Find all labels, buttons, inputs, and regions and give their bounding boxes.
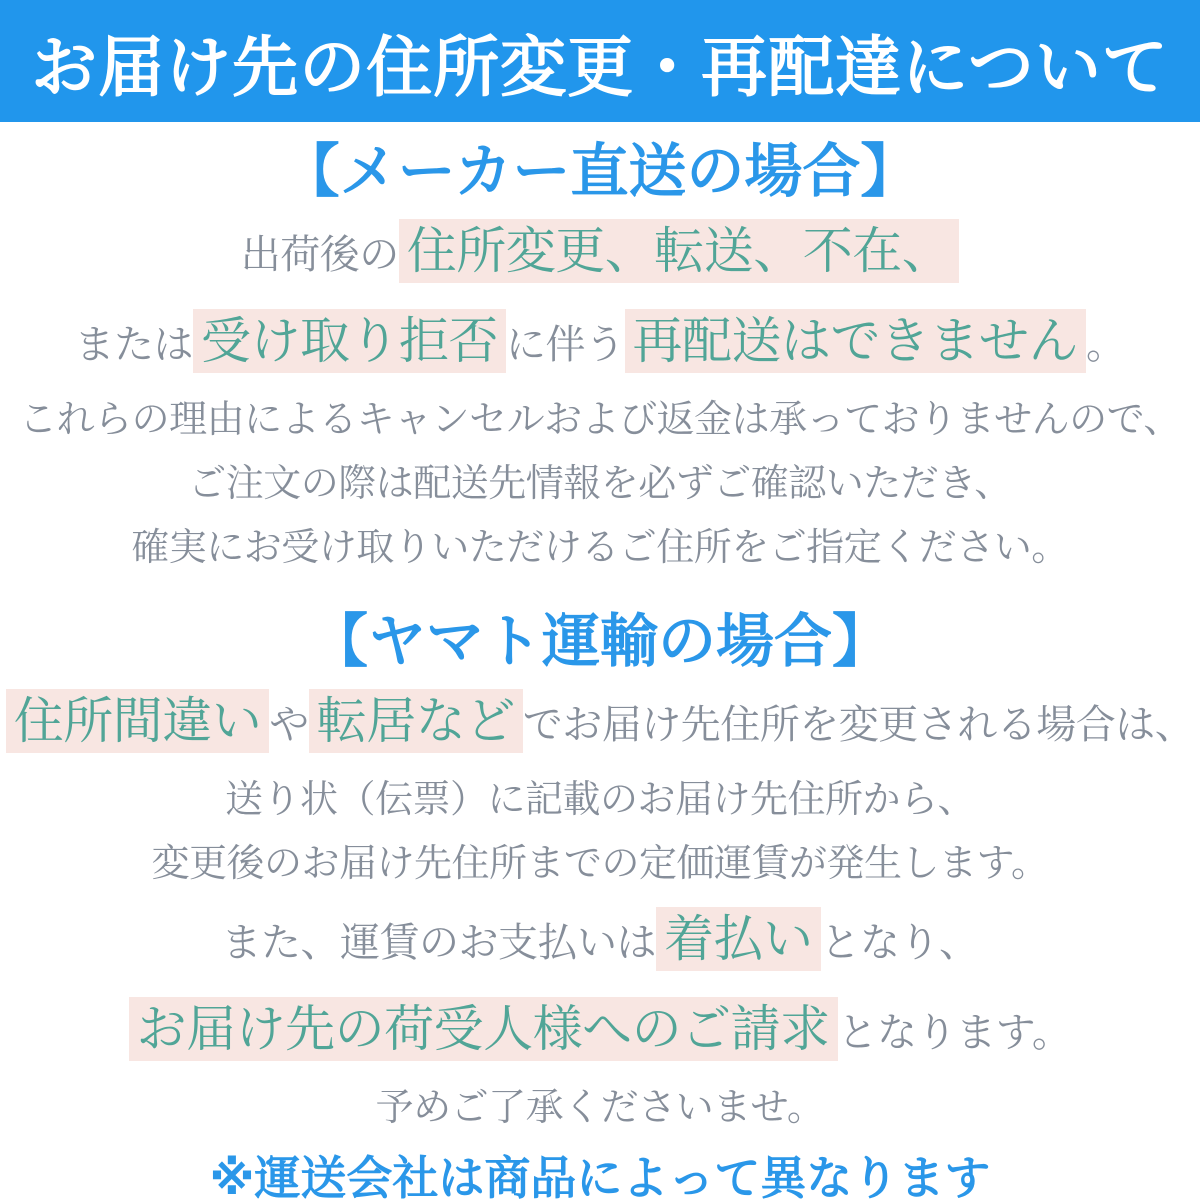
highlight-segment: 住所変更、転送、不在、 [399, 219, 960, 283]
text-segment: 出荷後の [240, 233, 399, 277]
highlight-segment: 着払い [656, 907, 821, 971]
text-segment: 【メーカー直送の場合】 [281, 139, 919, 204]
text-segment: ご注文の際は配送先情報を必ずご確認いただき、 [188, 463, 1012, 505]
text-segment: でお届け先住所を変更される場合は、 [522, 703, 1195, 747]
notice-line [188, 452, 1011, 516]
notice-title: お届け先の住所変更・再配達について [31, 29, 1169, 104]
highlight-segment: 転居など [309, 689, 523, 753]
text-segment: または [74, 323, 193, 367]
notice-line [129, 986, 1072, 1076]
carrier-footnote [210, 1148, 991, 1200]
notice-line [222, 896, 979, 986]
notice-content [0, 122, 1200, 1200]
text-segment: 送り状（伝票）に記載のお届け先住所から、 [224, 779, 975, 821]
text-segment: 【ヤマト運輸の場合】 [309, 609, 890, 674]
text-segment: や [269, 703, 309, 747]
notice-line [6, 678, 1195, 768]
notice-line [225, 768, 975, 832]
notice-line [131, 516, 1069, 580]
text-segment: に伴う [506, 323, 625, 367]
notice-line [19, 388, 1181, 452]
notice-line [152, 832, 1049, 896]
highlight-segment: 住所間違い [6, 689, 270, 753]
text-segment: 変更後のお届け先住所までの定価運賃が発生します。 [151, 843, 1049, 885]
text-segment: 予めご了承くださいませ。 [375, 1087, 825, 1129]
text-segment: ※運送会社は商品によって異なります [209, 1152, 991, 1200]
notice-title-banner [0, 0, 1200, 122]
text-segment: また、運賃のお支払いは [221, 921, 656, 965]
section-heading-maker-direct [282, 136, 919, 208]
section-heading-yamato [310, 606, 890, 678]
highlight-segment: 受け取り拒否 [193, 309, 506, 373]
notice-line [75, 298, 1126, 388]
text-segment: となり、 [820, 921, 979, 965]
text-segment: となります。 [837, 1011, 1072, 1055]
highlight-segment: 再配送はできません [625, 309, 1087, 373]
text-segment: 確実にお受け取りいただけるご住所をご指定ください。 [131, 527, 1069, 569]
highlight-segment: お届け先の荷受人様へのご請求 [129, 997, 838, 1061]
notice-line [241, 208, 960, 298]
text-segment: これらの理由によるキャンセルおよび返金は承っておりませんので、 [19, 399, 1181, 441]
notice-line [376, 1076, 825, 1140]
text-segment: 。 [1086, 323, 1126, 367]
